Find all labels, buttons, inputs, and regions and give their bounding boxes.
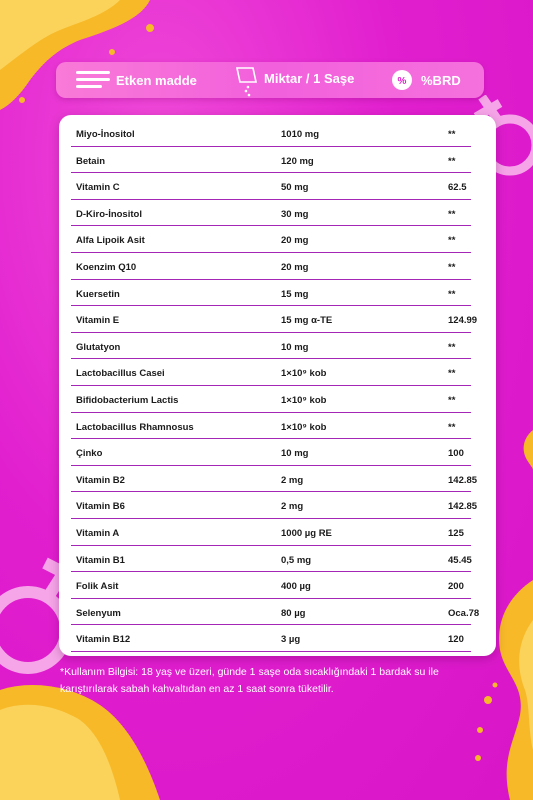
usage-note: *Kullanım Bilgisi: 18 yaş ve üzeri, günde 1 saşe oda sıcaklığındaki 1 bardak su ile karıştırılarak sabah kahvaltıdan en az 1 saat sonra tüketilir. [60, 666, 439, 695]
ingredient-name: Miyo-İnositol [76, 129, 135, 140]
ingredient-brd: 125 [448, 528, 464, 539]
ingredient-brd: 200 [448, 581, 464, 593]
table-row [71, 173, 471, 200]
ingredient-name: Çinko [76, 448, 103, 460]
ingredient-amount: 1×10⁹ kob [281, 421, 327, 433]
ingredient-name: Vitamin E [76, 315, 120, 327]
ingredient-name: Koenzim Q10 [76, 262, 137, 273]
ingredient-name: Kuersetin [76, 288, 120, 300]
ingredient-brd: 142.85 [448, 474, 478, 486]
table-row [71, 492, 478, 519]
ingredient-amount: 120 mg [281, 155, 314, 167]
ingredient-brd: 120 [448, 634, 464, 646]
table-row [71, 253, 471, 280]
table-row [71, 120, 471, 147]
table-row [71, 625, 471, 652]
juice-splash-right [513, 430, 533, 470]
ingredient-amount: 30 mg [281, 208, 309, 220]
svg-text:%: % [397, 76, 407, 87]
table-row [71, 519, 471, 546]
percent-badge-icon [391, 69, 413, 91]
ingredient-amount: 15 mg α-TE [281, 315, 333, 327]
ingredient-amount: 2 mg [281, 474, 304, 486]
ingredient-name: Vitamin B2 [76, 474, 125, 486]
table-row [71, 599, 480, 626]
table-row [71, 546, 471, 573]
ingredient-amount: 80 µg [281, 607, 306, 619]
ingredient-brd: ** [448, 129, 456, 140]
header-cell-brd [391, 69, 461, 91]
juice-splash-bottom-left [0, 680, 170, 800]
ingredient-brd: 62.5 [448, 182, 467, 194]
table-row [71, 226, 471, 253]
sachet-icon [234, 66, 258, 98]
ingredient-brd: 142.85 [448, 501, 478, 513]
ingredient-brd: ** [448, 421, 456, 433]
ingredient-amount: 3 µg [281, 634, 301, 646]
ingredient-name: Lactobacillus Casei [76, 368, 165, 380]
ingredient-amount: 10 mg [281, 448, 309, 460]
header-cell-amount [234, 66, 354, 98]
table-row [71, 413, 471, 440]
ingredient-amount: 1×10⁹ kob [281, 368, 327, 380]
ingredient-brd: ** [448, 368, 456, 380]
ingredient-name: Vitamin C [76, 182, 120, 194]
table-row [71, 306, 478, 333]
ingredient-brd: 45.45 [448, 554, 472, 566]
ingredient-brd: ** [448, 341, 456, 353]
table-row [71, 200, 471, 227]
ingredient-brd: ** [448, 235, 456, 247]
juice-splash-top-left [0, 0, 170, 120]
nutrition-table [59, 115, 496, 656]
table-row [71, 147, 471, 174]
ingredient-amount: 0,5 mg [281, 554, 312, 566]
ingredient-name: Glutatyon [76, 341, 121, 353]
ingredient-brd: ** [448, 288, 456, 300]
table-row [71, 386, 471, 413]
header-brd-label: %BRD [421, 72, 461, 88]
ingredient-amount: 50 mg [281, 182, 309, 194]
ingredient-name: Alfa Lipoik Asit [76, 235, 145, 247]
table-row [71, 572, 471, 599]
ingredient-name: Betain [76, 155, 106, 167]
ingredient-brd: ** [448, 155, 456, 167]
ingredient-name: Bifidobacterium Lactis [76, 395, 179, 406]
table-row [71, 439, 471, 466]
table-row [71, 333, 471, 360]
ingredient-amount: 10 mg [281, 341, 309, 353]
ingredient-name: Folik Asit [76, 581, 119, 593]
ingredient-brd: ** [448, 262, 456, 273]
ingredient-amount: 400 µg [281, 581, 311, 593]
table-header-bar [56, 62, 484, 98]
ingredient-amount: 2 mg [281, 501, 304, 513]
ingredient-brd: Oca.78 [448, 607, 480, 619]
ingredient-amount: 1010 mg [281, 129, 320, 140]
ingredient-brd: 124.99 [448, 315, 478, 327]
header-ingredient-label: Etken madde [116, 72, 197, 88]
ingredient-brd: ** [448, 208, 456, 220]
ingredient-name: Selenyum [76, 607, 121, 619]
ingredient-amount: 20 mg [281, 235, 309, 247]
ingredient-name: Vitamin A [76, 528, 120, 539]
ingredient-brd: ** [448, 395, 456, 406]
header-cell-ingredient [76, 70, 197, 90]
ingredient-name: Vitamin B6 [76, 501, 125, 513]
table-row [71, 359, 471, 386]
ingredient-amount: 1×10⁹ kob [281, 395, 327, 406]
ingredient-amount: 15 mg [281, 288, 309, 300]
table-row [71, 280, 471, 307]
ingredient-name: Vitamin B12 [76, 634, 131, 646]
ingredient-name: D-Kiro-İnositol [76, 208, 142, 220]
ingredient-brd: 100 [448, 448, 464, 460]
table-row [71, 466, 478, 493]
ingredient-amount: 1000 µg RE [281, 528, 332, 539]
header-amount-label: Miktar / 1 Saşe [264, 70, 355, 86]
ingredient-amount: 20 mg [281, 262, 309, 273]
ingredient-name: Vitamin B1 [76, 554, 125, 566]
ingredient-name: Lactobacillus Rhamnosus [76, 421, 194, 433]
text-lines-icon [76, 70, 110, 90]
